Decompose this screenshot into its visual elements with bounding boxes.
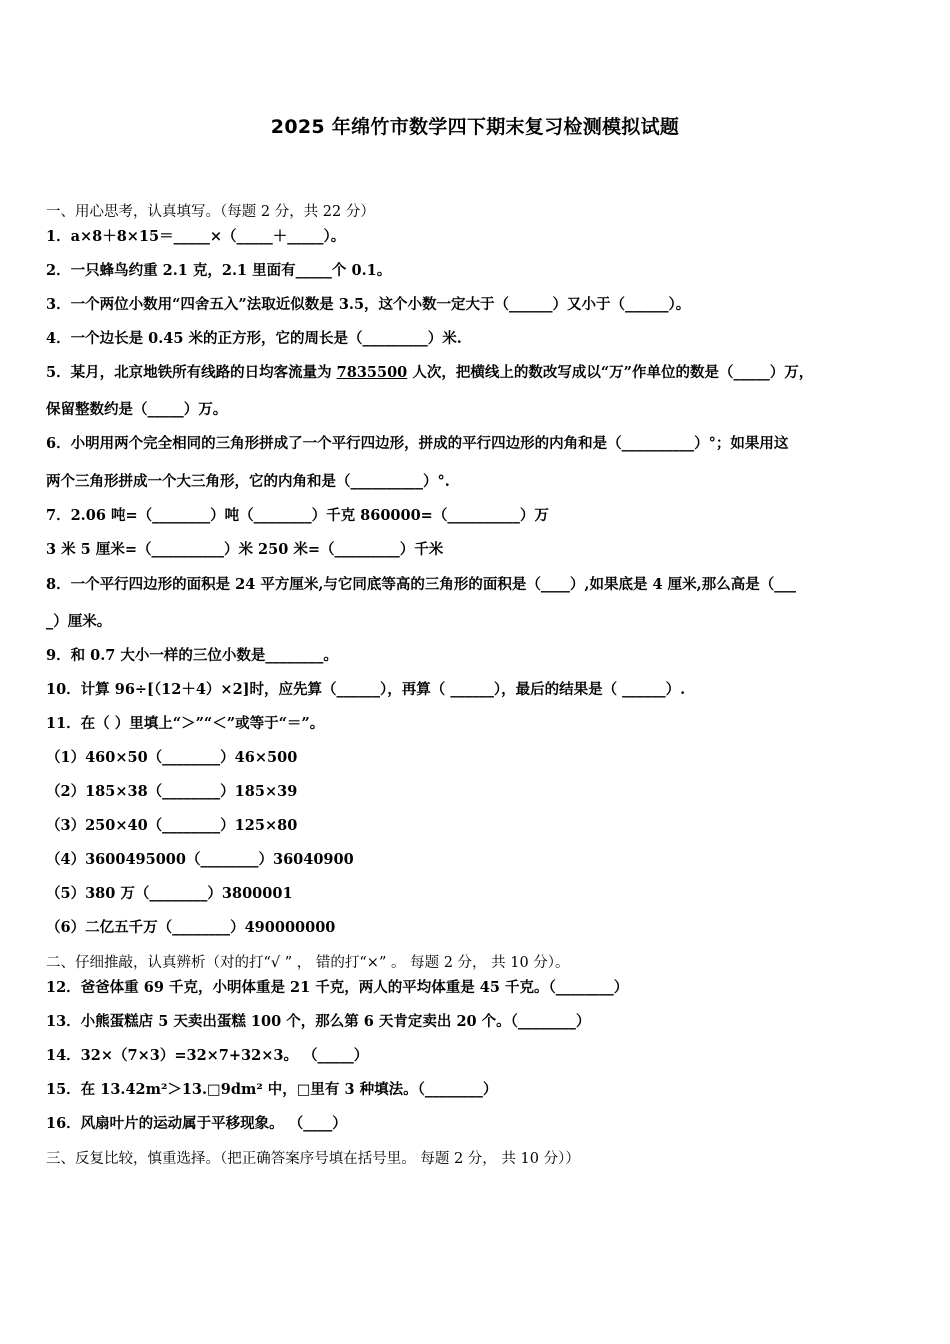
question-15: 15．在 13.42m²＞13.□9dm² 中，□里有 3 种填法。（________） xyxy=(46,1081,498,1098)
question-2: 2．一只蜂鸟约重 2.1 克，2.1 里面有_____个 0.1。 xyxy=(46,262,392,279)
question-11-item: （5）380 万（________）3800001 xyxy=(46,885,293,902)
question-5-prefix: 5．某月，北京地铁所有线路的日均客流量为 xyxy=(46,364,337,381)
question-11-item: （6）二亿五千万（________）490000000 xyxy=(46,919,336,936)
section-2-heading: 二、仔细推敲，认真辨析（对的打“√ ” ， 错的打“×” 。 每题 2 分， 共 10 分）。 xyxy=(46,955,570,971)
question-5-underlined-number: 7835500 xyxy=(336,364,408,381)
question-12: 12．爸爸体重 69 千克，小明体重是 21 千克，两人的平均体重是 45 千克。（________） xyxy=(46,979,629,996)
section-3-heading: 三、反复比较，慎重选择。（把正确答案序号填在括号里。 每题 2 分， 共 10 分）） xyxy=(46,1151,580,1167)
question-11: 11．在（ ）里填上“＞”“＜”或等于“＝”。 xyxy=(46,715,325,732)
page-title: 2025 年绵竹市数学四下期末复习检测模拟试题 xyxy=(270,116,680,138)
question-5-line-1 xyxy=(46,363,813,383)
question-13: 13．小熊蛋糕店 5 天卖出蛋糕 100 个，那么第 6 天肯定卖出 20 个。（________） xyxy=(46,1013,591,1030)
question-8-line-1: 8．一个平行四边形的面积是 24 平方厘米,与它同底等高的三角形的面积是（____）,如果底是 4 厘米,那么高是（___ xyxy=(46,576,796,593)
question-14: 14．32×（7×3）=32×7+32×3。 （_____） xyxy=(46,1047,369,1064)
question-7-line-2: 3 米 5 厘米=（__________）米 250 米=（_________）千米 xyxy=(46,541,444,558)
question-1: 1．a×8＋8×15＝_____×（_____＋_____）。 xyxy=(46,228,346,245)
question-11-item: （1）460×50（________）46×500 xyxy=(46,749,298,766)
question-5-suffix: 人次，把横线上的数改写成以“万”作单位的数是（_____）万， xyxy=(407,364,814,381)
question-6-line-2: 两个三角形拼成一个大三角形，它的内角和是（__________）°. xyxy=(46,473,450,490)
question-4: 4．一个边长是 0.45 米的正方形，它的周长是（_________）米. xyxy=(46,330,462,347)
question-5-line-2: 保留整数约是（_____）万。 xyxy=(46,401,228,418)
question-11-item: （3）250×40（________）125×80 xyxy=(46,817,298,834)
question-3: 3．一个两位小数用“四舍五入”法取近似数是 3.5，这个小数一定大于（______）又小于（______）。 xyxy=(46,296,691,313)
question-6-line-1: 6．小明用两个完全相同的三角形拼成了一个平行四边形，拼成的平行四边形的内角和是（__________）°；如果用这 xyxy=(46,435,789,452)
section-1-heading: 一、用心思考，认真填写。（每题 2 分，共 22 分） xyxy=(46,204,375,220)
question-16: 16．风扇叶片的运动属于平移现象。 （____） xyxy=(46,1115,347,1132)
question-9: 9．和 0.7 大小一样的三位小数是________。 xyxy=(46,647,338,664)
question-8-line-2: _）厘米。 xyxy=(46,613,112,630)
question-11-item: （2）185×38（________）185×39 xyxy=(46,783,298,800)
question-7-line-1: 7．2.06 吨=（________）吨（________）千克 860000=（__________）万 xyxy=(46,507,549,524)
question-10: 10．计算 96÷[（12＋4）×2]时，应先算（______），再算（ ______），最后的结果是（ ______）. xyxy=(46,681,686,698)
question-11-item: （4）3600495000（________）36040900 xyxy=(46,851,354,868)
